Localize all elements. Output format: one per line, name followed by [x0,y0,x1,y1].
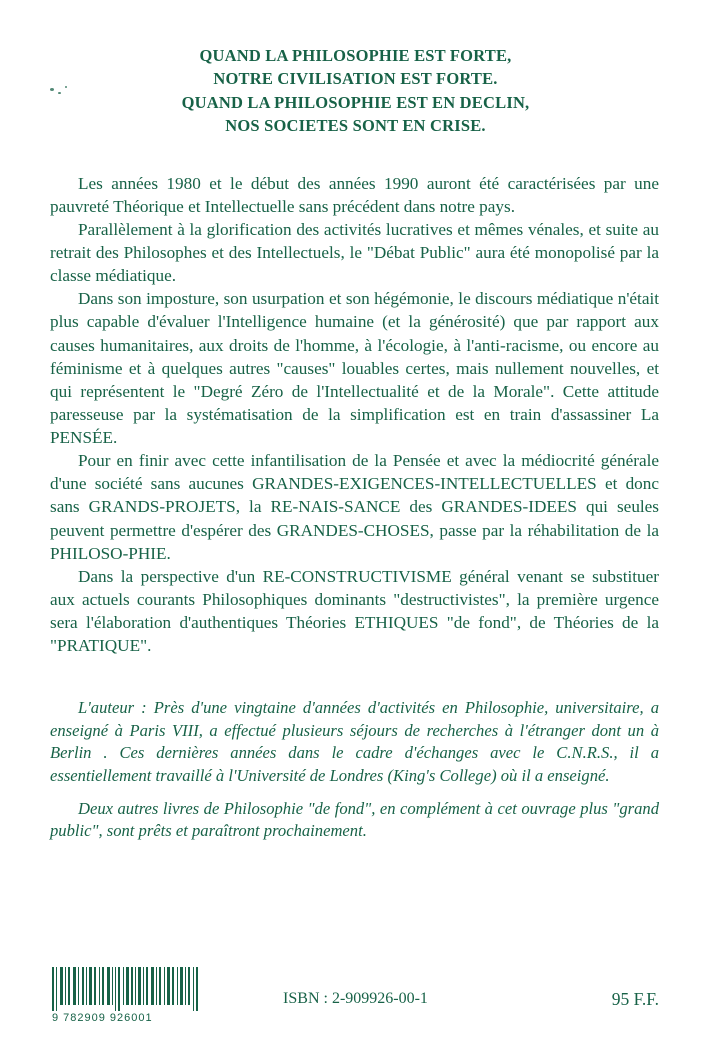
body-paragraph-1: Les années 1980 et le début des années 1990 auront été caractérisées par une pauvreté Théorique et Intellectuelle sans précédent dans notre pays. [50,173,659,216]
speck-mark-icon [58,92,61,94]
author-note-paragraph-2: Deux autres livres de Philosophie "de fond", en complément à cet ouvrage plus "grand public", sont prêts et paraîtront prochainement. [50,798,659,841]
body-paragraph-2: Parallèlement à la glorification des activités lucratives et mêmes vénales, et suite au retrait des Philosophes et des Intellectuels, le "Débat Public" aura été monopolisé par la classe médiatique. [50,219,659,286]
body-paragraph-3: Dans son imposture, son usurpation et son hégémonie, le discours médiatique n'était plus capable d'évaluer l'Intelligence humaine (et la générosité) que par rapport aux causes humanitaires, aux droits de l'homme, à l'écologie, à l'anti-racisme, ou encore au féminisme et à quelques autres "causes" louables certes, mais nullement nouvelles, et qui représentent le "Degré Zéro de l'Intellectualité et de la Morale". Cette attitude paresseuse par la systématisation de la simplification est en train d'assassiner La PENSÉE. [50,289,659,448]
title-line-3: QUAND LA PHILOSOPHIE EST EN DECLIN, [181,92,530,112]
body-paragraph-5: Dans la perspective d'un RE-CONSTRUCTIVISME général venant se substituer aux actuels courants Philosophiques dominants "destructivistes", la première urgence sera l'élaboration d'authentiques Théories ETHIQUES "de fond", de Théories de la "PRATIQUE". [50,566,659,656]
isbn-text: ISBN : 2-909926-00-1 [283,990,428,1007]
speck-mark-icon [65,86,67,88]
author-note-paragraph-1: L'auteur : Près d'une vingtaine d'années d'activités en Philosophie, universitaire, a enseigné à Paris VIII, a effectué plusieurs séjours de recherches à l'étranger dont un à Berlin . Ces dernières années dans le cadre d'échanges avec le C.N.R.S., il a essentiellement travaillé à l'Université de Londres (King's College) où il a enseigné. [50,698,659,785]
author-note [50,697,659,842]
body-text [50,172,659,658]
page-title [0,44,711,138]
title-line-1: QUAND LA PHILOSOPHIE EST FORTE, [199,46,512,65]
barcode-digits: 9 782909 926001 [52,1012,153,1024]
page-footer [0,960,711,1030]
title-line-2: NOTRE CIVILISATION EST FORTE. [213,69,498,89]
speck-mark-icon [50,88,54,91]
title-line-4: NOS SOCIETES SONT EN CRISE. [225,116,486,136]
body-paragraph-4: Pour en finir avec cette infantilisation de la Pensée et avec la médiocrité générale d'une société sans aucunes GRANDES-EXIGENCES-INTELLECTUELLES et donc sans GRANDS-PROJETS, la RE-NAIS-SANCE des GRANDES-IDEES qui seules peuvent permettre d'espérer des GRANDES-CHOSES, passe par la réhabilitation de la PHILOSO-PHIE. [50,451,659,563]
price-text: 95 F.F. [611,989,659,1009]
